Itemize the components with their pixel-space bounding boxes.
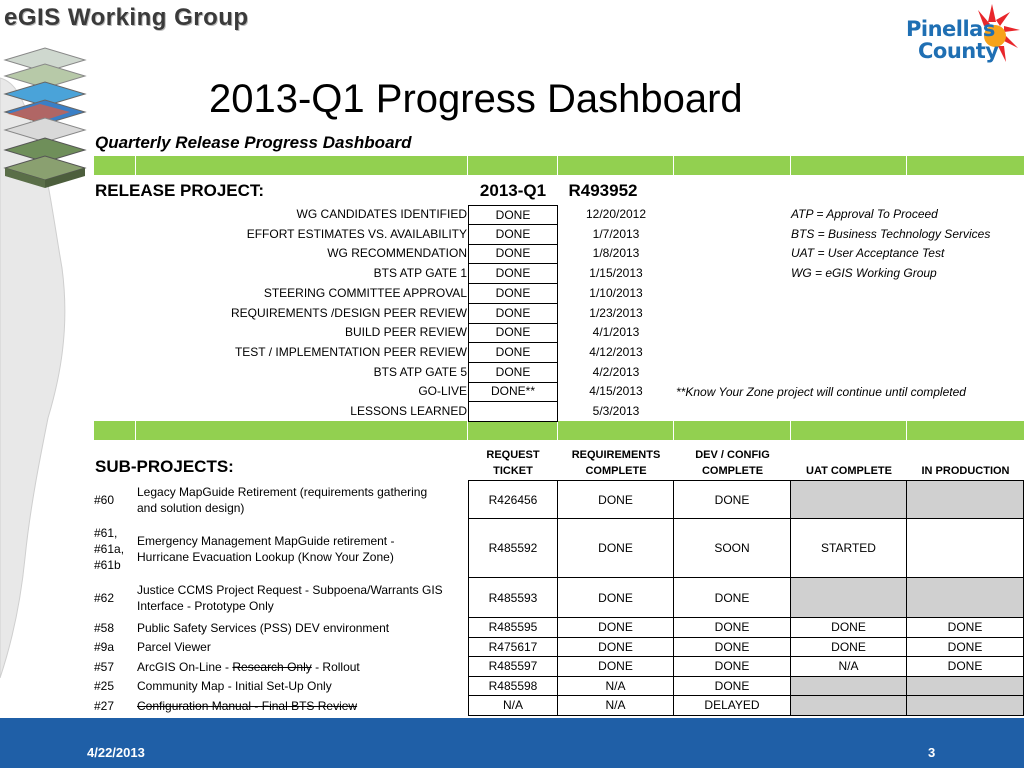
release-step-status: DONE [468,264,558,284]
release-step-label: WG CANDIDATES IDENTIFIED [296,207,467,221]
release-step-status: DONE** [468,382,558,402]
footer-date: 4/22/2013 [87,745,145,760]
release-step-label: BUILD PEER REVIEW [344,325,467,340]
requirements-header-line2: COMPLETE [585,465,647,477]
release-heading: RELEASE PROJECT: [95,181,265,200]
go-live-note: **Know Your Zone project will continue until completed [676,385,966,399]
subproject-req-cell: DONE [558,618,674,638]
subproject-req-cell: DONE [558,578,674,618]
subproject-id-line: #25 [94,679,115,694]
subproject-prod-cell: DONE [907,657,1024,677]
dev-config-header-line1: DEV / CONFIG [695,449,770,461]
logo-line-2: County [918,39,999,63]
release-step-date: 1/10/2013 [589,285,643,300]
release-step-date: 1/15/2013 [589,266,643,281]
release-step-date: 4/15/2013 [589,384,643,399]
release-step-date: 12/20/2012 [585,207,647,221]
brand-header [0,0,250,38]
subproject-name-line: Public Safety Services (PSS) DEV environment [137,620,390,635]
release-step-date: 1/23/2013 [589,305,643,320]
band-divider [467,156,468,175]
release-step-label: STEERING COMMITTEE APPROVAL [263,285,467,300]
subproject-name-line: and solution design) [137,500,245,515]
subproject-name [137,678,465,694]
legend-entry: ATP = Approval To Proceed [791,207,938,221]
subproject-dev-cell: DONE [674,657,791,677]
release-step-date: 1/7/2013 [592,226,640,241]
subproject-ticket-cell: N/A [468,696,558,716]
subproject-req-cell: DONE [558,480,674,519]
subproject-id [94,678,136,694]
subproject-id [94,492,136,508]
subproject-ticket-cell: R485595 [468,618,558,638]
band-divider [673,156,674,175]
pinellas-county-logo [900,2,1024,78]
subproject-name [137,582,465,614]
release-step-status: DONE [468,284,558,304]
release-step-label: BTS ATP GATE 5 [373,364,467,379]
subproject-uat-cell: STARTED [791,519,907,578]
subproject-id [94,639,136,655]
subproject-req-cell: DONE [558,638,674,658]
band-divider [790,156,791,175]
subproject-ticket-cell: R485592 [468,519,558,578]
subproject-name-part: ArcGIS On-Line - [137,659,233,674]
subproject-req-cell: DONE [558,657,674,677]
ticket-column-heading: R493952 [568,181,638,200]
subproject-ticket-cell: R485597 [468,657,558,677]
subproject-req-cell: DONE [558,519,674,578]
release-step-status: DONE [468,304,558,324]
green-band-top [94,156,1024,175]
subproject-prod-cell [907,480,1024,519]
band-divider [906,421,907,440]
band-divider [557,156,558,175]
band-divider [135,156,136,175]
page-number: 3 [928,745,936,760]
map-layers-illustration [0,38,95,678]
release-step-status: DONE [468,244,558,264]
release-step-date: 5/3/2013 [592,404,640,418]
subproject-ticket-cell: R426456 [468,480,558,519]
release-step-status: DONE [468,205,558,225]
subproject-dev-cell: SOON [674,519,791,578]
subproject-uat-cell: N/A [791,657,907,677]
subproject-prod-cell [907,519,1024,578]
request-ticket-header-line2: TICKET [493,465,533,477]
subproject-uat-cell: DONE [791,618,907,638]
requirements-header-line1: REQUIREMENTS [571,449,661,461]
subproject-prod-cell: DONE [907,638,1024,658]
release-step-date: 4/2/2013 [592,364,640,379]
subproject-name [137,659,465,675]
band-divider [557,421,558,440]
page-subtitle: Quarterly Release Progress Dashboard [95,133,412,152]
requirements-header [558,447,674,479]
dashboard-grid [94,156,1024,718]
subproject-prod-cell [907,696,1024,716]
release-step-label: TEST / IMPLEMENTATION PEER REVIEW [234,344,467,359]
subproject-id [94,620,136,636]
brand-title: eGIS Working Group [4,4,249,31]
subproject-name-line: Hurricane Evacuation Lookup (Know Your Zone) [137,549,394,564]
dev-config-header-line2: COMPLETE [701,465,764,477]
logo-wordmark [906,18,998,62]
subproject-id-line: #61b [94,557,121,572]
subproject-name [137,698,465,714]
subproject-dev-cell: DONE [674,677,791,697]
legend-entry: WG = eGIS Working Group [791,266,937,281]
release-step-status: DONE [468,363,558,383]
subproject-name [137,484,465,516]
subproject-id-line: #61a, [94,541,125,556]
release-step-label: LESSONS LEARNED [350,404,467,418]
subproject-prod-cell: DONE [907,618,1024,638]
subproject-name-line: Interface - Prototype Only [137,599,274,613]
subproject-ticket-cell: R475617 [468,638,558,658]
release-step-date: 4/12/2013 [589,344,643,359]
subprojects-heading: SUB-PROJECTS: [95,457,234,476]
band-divider [135,421,136,440]
subproject-req-cell: N/A [558,677,674,697]
subproject-id-line: #9a [94,640,115,655]
band-divider [467,421,468,440]
subproject-name-line: Legacy MapGuide Retirement (requirements gathering [137,484,428,499]
release-step-date: 1/8/2013 [592,246,640,261]
subproject-uat-cell [791,480,907,519]
release-step-label: WG RECOMMENDATION [327,246,467,261]
uat-complete-header: UAT COMPLETE [806,465,892,477]
request-ticket-header [468,447,558,479]
release-step-label: BTS ATP GATE 1 [373,266,467,281]
subproject-dev-cell: DONE [674,638,791,658]
release-step-status: DONE [468,323,558,343]
subproject-uat-cell [791,677,907,697]
subproject-id-line: #61, [94,525,118,540]
band-divider [673,421,674,440]
subproject-name-line: Parcel Viewer [137,640,211,655]
request-ticket-header-line1: REQUEST [486,449,540,461]
subproject-id [94,590,136,606]
subproject-name-part: - Rollout [311,659,360,674]
subproject-dev-cell: DONE [674,618,791,638]
subproject-name [137,639,465,655]
footer-bar [0,718,1024,768]
subproject-prod-cell [907,578,1024,618]
subproject-prod-cell [907,677,1024,697]
subproject-id-line: #57 [94,659,115,674]
subproject-dev-cell: DONE [674,578,791,618]
legend-entry: UAT = User Acceptance Test [791,246,945,261]
subproject-uat-cell [791,578,907,618]
subproject-id-line: #60 [94,492,115,507]
subproject-dev-cell: DONE [674,480,791,519]
subproject-name-line: Community Map - Initial Set-Up Only [137,679,332,694]
subproject-id-line: #62 [94,591,115,605]
release-step-status: DONE [468,343,558,363]
release-step-label: REQUIREMENTS /DESIGN PEER REVIEW [230,305,467,320]
subproject-name-line: Justice CCMS Project Request - Subpoena/Warrants GIS [137,583,443,597]
quarter-column-heading: 2013-Q1 [479,181,547,200]
logo-line-1: Pinellas [906,17,995,41]
green-band-middle [94,421,1024,440]
subproject-name-line: Emergency Management MapGuide retirement - [137,533,395,548]
release-step-status: DONE [468,225,558,245]
subproject-id-line: #27 [94,698,115,713]
subproject-id-line: #58 [94,620,115,635]
band-divider [790,421,791,440]
release-step-date: 4/1/2013 [592,325,640,340]
subproject-name [137,620,465,636]
subproject-uat-cell [791,696,907,716]
struck-text: Configuration Manual - Final BTS Review [137,698,358,713]
subproject-ticket-cell: R485598 [468,677,558,697]
subproject-uat-cell: DONE [791,638,907,658]
release-step-label: GO-LIVE [418,384,467,399]
subproject-name [137,533,465,565]
subproject-id [94,698,136,714]
band-divider [906,156,907,175]
release-step-status [468,402,558,422]
subproject-id [94,525,136,573]
subproject-id [94,659,136,675]
page-title: 2013-Q1 Progress Dashboard [209,77,743,121]
subproject-req-cell: N/A [558,696,674,716]
release-step-label: EFFORT ESTIMATES VS. AVAILABILITY [246,226,467,241]
struck-text: Research Only [232,659,312,674]
in-production-header: IN PRODUCTION [921,465,1010,477]
subproject-ticket-cell: R485593 [468,578,558,618]
legend-entry: BTS = Business Technology Services [791,226,991,241]
dev-config-header [674,447,791,479]
subproject-dev-cell: DELAYED [674,696,791,716]
